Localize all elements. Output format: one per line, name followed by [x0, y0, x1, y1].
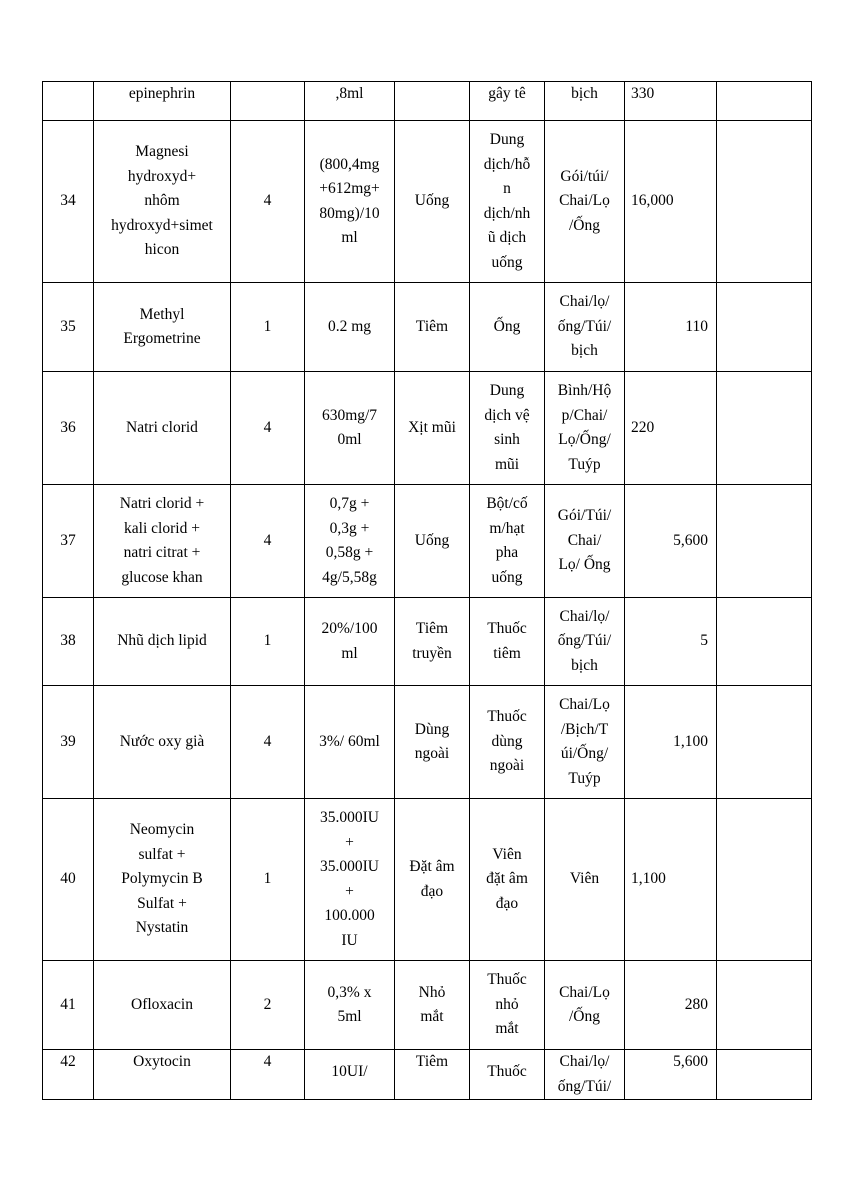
form-cell: gây tê — [470, 82, 545, 121]
note-cell — [717, 686, 812, 799]
quantity-cell: 220 — [625, 372, 717, 485]
drug-name-cell: Natri clorid + kali clorid + natri citrat + glucose khan — [94, 485, 231, 598]
route-cell: Nhỏ mắt — [395, 961, 470, 1050]
drug-name-cell: Oxytocin — [94, 1050, 231, 1100]
stt-cell: 38 — [43, 598, 94, 686]
group-cell: 4 — [231, 485, 305, 598]
strength-cell: 0,3% x 5ml — [305, 961, 395, 1050]
table-row — [43, 1050, 812, 1100]
drug-name-cell: Neomycin sulfat + Polymycin B Sulfat + Nystatin — [94, 799, 231, 961]
strength-cell: 35.000IU + 35.000IU + 100.000 IU — [305, 799, 395, 961]
quantity-cell: 330 — [625, 82, 717, 121]
unit-cell: Gói/túi/ Chai/Lọ /Ống — [545, 121, 625, 283]
drug-table — [42, 81, 812, 1100]
drug-name-cell: Natri clorid — [94, 372, 231, 485]
route-cell: Tiêm — [395, 283, 470, 372]
group-cell — [231, 82, 305, 121]
drug-name-cell: Nhũ dịch lipid — [94, 598, 231, 686]
route-cell: Tiêm truyền — [395, 598, 470, 686]
group-cell: 4 — [231, 1050, 305, 1100]
quantity-cell: 16,000 — [625, 121, 717, 283]
strength-cell: 20%/100 ml — [305, 598, 395, 686]
stt-cell — [43, 82, 94, 121]
route-cell: Đặt âm đạo — [395, 799, 470, 961]
strength-cell: 10UI/ — [305, 1050, 395, 1100]
table-row — [43, 121, 812, 283]
unit-cell: Viên — [545, 799, 625, 961]
note-cell — [717, 82, 812, 121]
quantity-cell: 5,600 — [625, 485, 717, 598]
form-cell: Bột/cố m/hạt pha uống — [470, 485, 545, 598]
group-cell: 4 — [231, 372, 305, 485]
drug-name-cell: Methyl Ergometrine — [94, 283, 231, 372]
group-cell: 2 — [231, 961, 305, 1050]
unit-cell: Chai/lọ/ ống/Túi/ bịch — [545, 283, 625, 372]
unit-cell: Gói/Túi/ Chai/ Lọ/ Ống — [545, 485, 625, 598]
note-cell — [717, 485, 812, 598]
table-row — [43, 283, 812, 372]
form-cell: Dung dịch vệ sinh mũi — [470, 372, 545, 485]
route-cell: Xịt mũi — [395, 372, 470, 485]
unit-cell: bịch — [545, 82, 625, 121]
table-row — [43, 372, 812, 485]
form-cell: Thuốc tiêm — [470, 598, 545, 686]
stt-cell: 35 — [43, 283, 94, 372]
strength-cell: 630mg/7 0ml — [305, 372, 395, 485]
strength-cell: ,8ml — [305, 82, 395, 121]
drug-name-cell: Magnesi hydroxyd+ nhôm hydroxyd+simet hicon — [94, 121, 231, 283]
table-row — [43, 686, 812, 799]
group-cell: 1 — [231, 598, 305, 686]
note-cell — [717, 121, 812, 283]
group-cell: 4 — [231, 121, 305, 283]
drug-name-cell: Ofloxacin — [94, 961, 231, 1050]
route-cell — [395, 82, 470, 121]
unit-cell: Chai/lọ/ ống/Túi/ — [545, 1050, 625, 1100]
drug-name-cell: epinephrin — [94, 82, 231, 121]
group-cell: 1 — [231, 799, 305, 961]
stt-cell: 37 — [43, 485, 94, 598]
stt-cell: 40 — [43, 799, 94, 961]
group-cell: 1 — [231, 283, 305, 372]
form-cell: Viên đặt âm đạo — [470, 799, 545, 961]
strength-cell: 3%/ 60ml — [305, 686, 395, 799]
drug-name-cell: Nước oxy già — [94, 686, 231, 799]
group-cell: 4 — [231, 686, 305, 799]
note-cell — [717, 799, 812, 961]
unit-cell: Bình/Hộ p/Chai/ Lọ/Ống/ Tuýp — [545, 372, 625, 485]
stt-cell: 41 — [43, 961, 94, 1050]
quantity-cell: 1,100 — [625, 686, 717, 799]
form-cell: Thuốc dùng ngoài — [470, 686, 545, 799]
form-cell: Dung dịch/hỗ n dịch/nh ũ dịch uống — [470, 121, 545, 283]
quantity-cell: 5,600 — [625, 1050, 717, 1100]
note-cell — [717, 283, 812, 372]
unit-cell: Chai/Lọ /Ống — [545, 961, 625, 1050]
stt-cell: 42 — [43, 1050, 94, 1100]
route-cell: Dùng ngoài — [395, 686, 470, 799]
note-cell — [717, 961, 812, 1050]
table-row — [43, 485, 812, 598]
stt-cell: 39 — [43, 686, 94, 799]
stt-cell: 34 — [43, 121, 94, 283]
table-row — [43, 598, 812, 686]
stt-cell: 36 — [43, 372, 94, 485]
strength-cell: (800,4mg +612mg+ 80mg)/10 ml — [305, 121, 395, 283]
quantity-cell: 1,100 — [625, 799, 717, 961]
note-cell — [717, 598, 812, 686]
quantity-cell: 5 — [625, 598, 717, 686]
note-cell — [717, 372, 812, 485]
form-cell: Thuốc nhỏ mắt — [470, 961, 545, 1050]
table-row — [43, 961, 812, 1050]
quantity-cell: 110 — [625, 283, 717, 372]
form-cell: Thuốc — [470, 1050, 545, 1100]
strength-cell: 0.2 mg — [305, 283, 395, 372]
route-cell: Uống — [395, 121, 470, 283]
form-cell: Ống — [470, 283, 545, 372]
unit-cell: Chai/Lọ /Bịch/T úi/Ống/ Tuýp — [545, 686, 625, 799]
strength-cell: 0,7g + 0,3g + 0,58g + 4g/5,58g — [305, 485, 395, 598]
unit-cell: Chai/lọ/ ống/Túi/ bịch — [545, 598, 625, 686]
route-cell: Tiêm — [395, 1050, 470, 1100]
note-cell — [717, 1050, 812, 1100]
table-row — [43, 82, 812, 121]
route-cell: Uống — [395, 485, 470, 598]
quantity-cell: 280 — [625, 961, 717, 1050]
table-row — [43, 799, 812, 961]
